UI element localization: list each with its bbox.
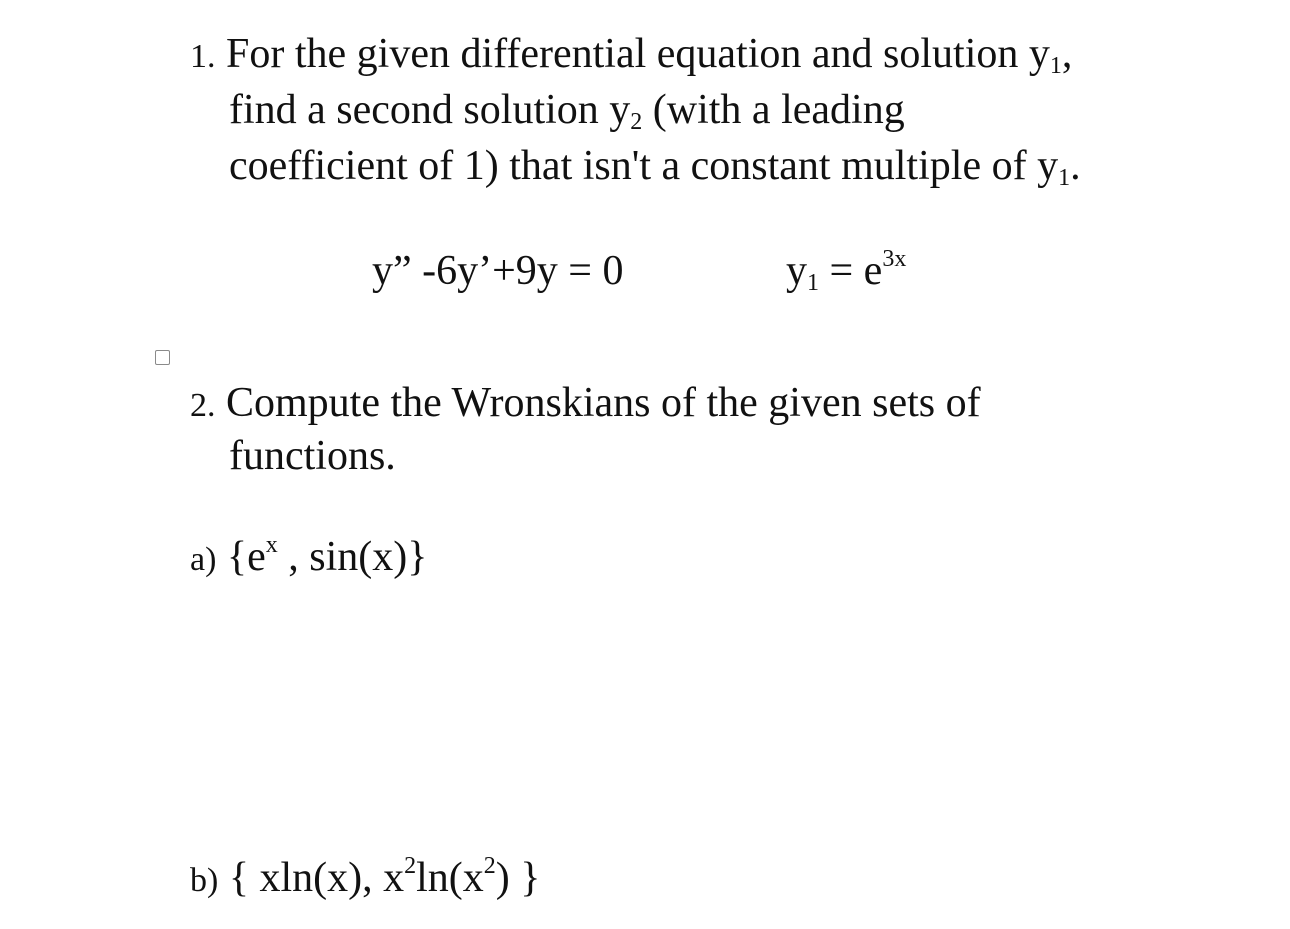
problem1-number: 1. — [190, 38, 216, 75]
problem2-line2 — [229, 435, 396, 477]
part-b-exponent2: 2 — [483, 853, 496, 879]
differential-equation — [372, 250, 624, 292]
given-solution — [786, 246, 907, 296]
problem1-line1-end: , — [1061, 31, 1073, 77]
part-b-text1: { xln(x), x — [228, 855, 405, 901]
part-a-open: {e — [226, 534, 266, 580]
given-solution-mid: = e — [819, 248, 883, 294]
problem2-line1 — [190, 382, 981, 424]
part-b — [190, 853, 541, 901]
given-solution-exponent: 3x — [882, 246, 907, 272]
problem1-line1-text: For the given differential equation and solution y — [226, 31, 1050, 77]
problem1-line3-text: coefficient of 1) that isn't a constant multiple of y — [229, 143, 1059, 189]
problem1-line1-subscript: 1 — [1049, 53, 1062, 79]
part-a-exponent: x — [265, 532, 278, 558]
checkbox[interactable] — [155, 350, 170, 365]
problem1-line2-text: find a second solution y — [229, 87, 631, 133]
part-b-label: b) — [190, 862, 219, 899]
given-solution-lhs: y — [786, 248, 807, 294]
problem1-line3-end: . — [1070, 143, 1081, 189]
part-b-exponent1: 2 — [404, 853, 417, 879]
problem1-line2-subscript: 2 — [630, 109, 643, 135]
problem2-line1-text: Compute the Wronskians of the given sets of — [226, 380, 981, 426]
part-a — [190, 532, 428, 580]
problem1-line2 — [229, 87, 905, 135]
problem1-line1 — [190, 31, 1073, 79]
part-a-rest: , sin(x)} — [277, 534, 428, 580]
problem2-line2-text: functions. — [229, 433, 396, 479]
problem1-line3 — [229, 143, 1081, 191]
problem1-line2-end: (with a leading — [642, 87, 905, 133]
part-b-text3: ) } — [495, 855, 541, 901]
problem1-line3-subscript: 1 — [1058, 165, 1071, 191]
given-solution-subscript: 1 — [807, 270, 819, 296]
part-b-text2: ln(x — [416, 855, 484, 901]
differential-equation-text: y” -6y’+9y = 0 — [372, 248, 624, 294]
part-a-label: a) — [190, 541, 217, 578]
problem2-number: 2. — [190, 387, 216, 424]
